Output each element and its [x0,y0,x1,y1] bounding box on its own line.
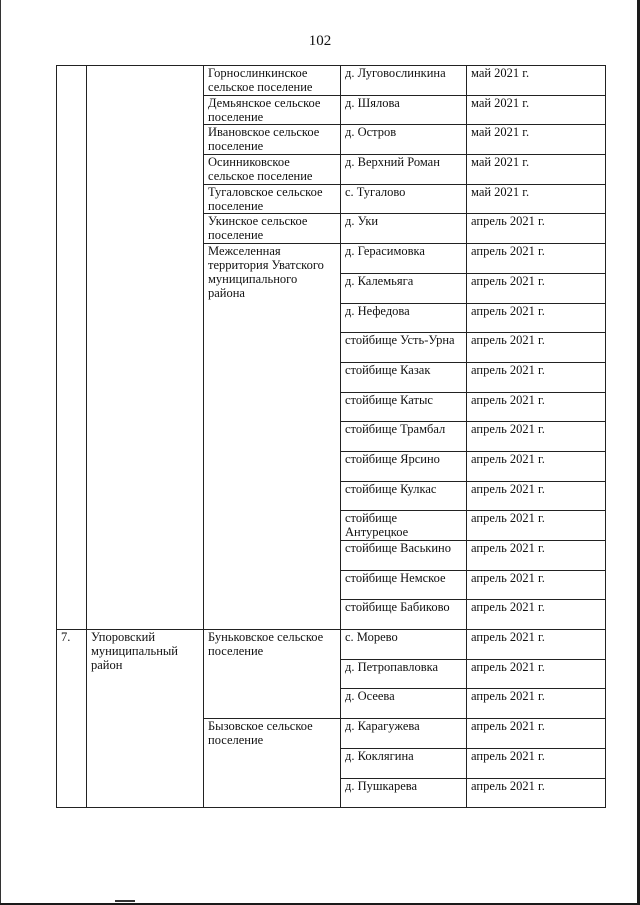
date-cell: май 2021 г. [467,95,606,125]
date-cell: апрель 2021 г. [467,303,606,333]
locality-cell: д. Герасимовка [341,244,467,274]
date-cell: апрель 2021 г. [467,422,606,452]
table-row [57,66,606,96]
locality-cell: стойбище Трамбал [341,422,467,452]
locality-cell: д. Петропавловка [341,659,467,689]
date-cell: апрель 2021 г. [467,333,606,363]
date-cell: апрель 2021 г. [467,451,606,481]
locality-cell: с. Тугалово [341,184,467,214]
locality-cell: д. Коклягина [341,748,467,778]
district-cell [87,66,204,630]
locality-cell: с. Морево [341,630,467,660]
date-cell: апрель 2021 г. [467,630,606,660]
settlement-cell: Межселенная территория Уватского муниципального района [204,244,341,630]
date-cell: апрель 2021 г. [467,273,606,303]
locality-cell: стойбище Антурецкое [341,511,467,541]
date-cell: апрель 2021 г. [467,748,606,778]
locality-cell: стойбище Кулкас [341,481,467,511]
locality-cell: стойбище Бабиково [341,600,467,630]
date-cell: апрель 2021 г. [467,689,606,719]
locality-cell: д. Карагужева [341,719,467,749]
settlement-cell: Ивановское сельское поселение [204,125,341,155]
date-cell: апрель 2021 г. [467,511,606,541]
date-cell: май 2021 г. [467,184,606,214]
schedule-table [56,65,606,808]
settlement-cell: Горнослинкинское сельское поселение [204,66,341,96]
locality-cell: д. Верхний Роман [341,155,467,185]
date-cell: апрель 2021 г. [467,362,606,392]
locality-cell: стойбище Немское [341,570,467,600]
locality-cell: д. Калемьяга [341,273,467,303]
scan-edge-left [0,0,1,905]
locality-cell: стойбище Усть-Урна [341,333,467,363]
locality-cell: д. Луговослинкина [341,66,467,96]
locality-cell: стойбище Катыс [341,392,467,422]
scan-mark [115,900,135,902]
district-cell: Упоровский муниципальный район [87,630,204,808]
date-cell: май 2021 г. [467,66,606,96]
locality-cell: д. Пушкарева [341,778,467,808]
date-cell: май 2021 г. [467,155,606,185]
table-row [57,630,606,660]
settlement-cell: Буньковское сельское поселение [204,630,341,719]
locality-cell: д. Остров [341,125,467,155]
row-number-cell: 7. [57,630,87,808]
settlement-cell: Тугаловское сельское поселение [204,184,341,214]
date-cell: апрель 2021 г. [467,570,606,600]
locality-cell: стойбище Ярсино [341,451,467,481]
date-cell: апрель 2021 г. [467,541,606,571]
locality-cell: стойбище Васькино [341,541,467,571]
locality-cell: д. Нефедова [341,303,467,333]
date-cell: май 2021 г. [467,125,606,155]
locality-cell: стойбище Казак [341,362,467,392]
date-cell: апрель 2021 г. [467,600,606,630]
settlement-cell: Бызовское сельское поселение [204,719,341,808]
date-cell: апрель 2021 г. [467,392,606,422]
date-cell: апрель 2021 г. [467,778,606,808]
date-cell: апрель 2021 г. [467,719,606,749]
settlement-cell: Демьянское сельское поселение [204,95,341,125]
settlement-cell: Осинниковское сельское поселение [204,155,341,185]
locality-cell: д. Уки [341,214,467,244]
settlement-cell: Укинское сельское поселение [204,214,341,244]
date-cell: апрель 2021 г. [467,659,606,689]
date-cell: апрель 2021 г. [467,244,606,274]
date-cell: апрель 2021 г. [467,214,606,244]
locality-cell: д. Шялова [341,95,467,125]
locality-cell: д. Осеева [341,689,467,719]
page-number: 102 [308,33,332,49]
row-number-cell [57,66,87,630]
date-cell: апрель 2021 г. [467,481,606,511]
